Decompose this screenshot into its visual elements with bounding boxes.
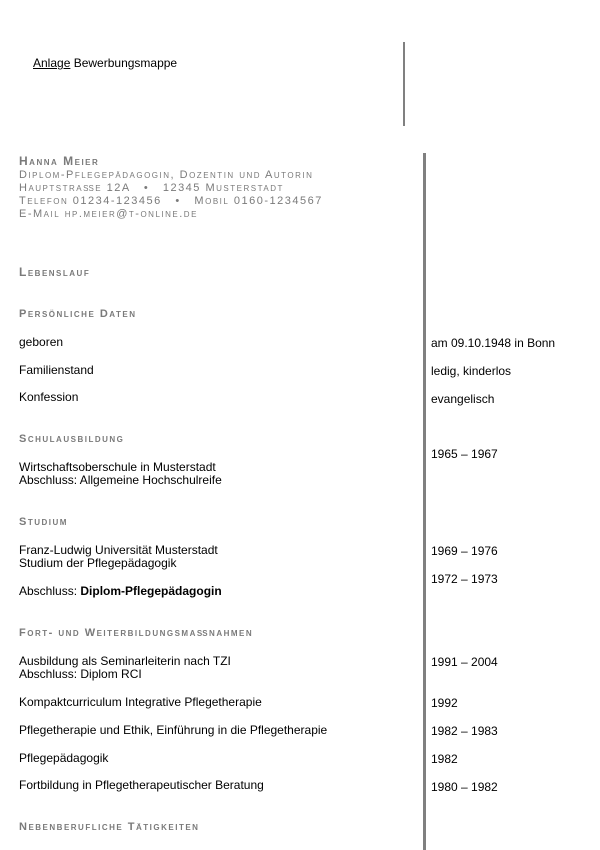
study-degree-prefix: Abschluss:: [19, 584, 81, 598]
school-years: 1965 – 1967: [431, 447, 498, 461]
training-item-1-line2: Abschluss: Diplom RCI: [19, 667, 142, 681]
annex-text: Bewerbungsmappe: [70, 56, 178, 70]
contact-phone: Telefon 01234-123456 • Mobil 0160-1234567: [19, 195, 323, 207]
personal-value-confession: evangelisch: [431, 392, 495, 406]
contact-email[interactable]: E-Mail hp.meier@t-online.de: [19, 208, 198, 220]
column-divider: [423, 153, 426, 850]
study-years-1: 1969 – 1976: [431, 544, 498, 558]
contact-title: Diplom-Pflegepädagogin, Dozentin und Autorin: [19, 169, 314, 181]
section-personal: Persönliche Daten: [19, 308, 137, 320]
study-degree-title: Diplom-Pflegepädagogin: [80, 584, 222, 598]
section-training: Fort- und Weiterbildungsmaßnahmen: [19, 627, 254, 639]
section-study: Studium: [19, 516, 68, 528]
school-line1: Wirtschaftsoberschule in Musterstadt: [19, 460, 216, 474]
study-line2: Studium der Pflegepädagogik: [19, 556, 177, 570]
contact-address: Hauptstraße 12A • 12345 Musterstadt: [19, 182, 284, 194]
study-degree: [19, 585, 222, 598]
personal-label-confession: Konfession: [19, 390, 79, 404]
training-item-5-years: 1980 – 1982: [431, 780, 498, 794]
personal-value-born: am 09.10.1948 in Bonn: [431, 336, 556, 350]
section-lebenslauf: Lebenslauf: [19, 265, 91, 279]
section-school: Schulausbildung: [19, 433, 125, 445]
contact-name: Hanna Meier: [19, 154, 100, 168]
training-item-2-line1: Kompaktcurriculum Integrative Pflegetherapie: [19, 695, 262, 709]
study-line1: Franz-Ludwig Universität Musterstadt: [19, 543, 218, 557]
training-item-4-years: 1982: [431, 752, 458, 766]
training-item-3-line1: Pflegetherapie und Ethik, Einführung in die Pflegetherapie: [19, 723, 328, 737]
study-years-2: 1972 – 1973: [431, 572, 498, 586]
annex-heading: [33, 56, 177, 70]
section-side-jobs: Nebenberufliche Tätigkeiten: [19, 821, 200, 833]
training-item-2-years: 1992: [431, 696, 458, 710]
training-item-1-line1: Ausbildung als Seminarleiterin nach TZI: [19, 654, 231, 668]
divider-top: [403, 42, 405, 126]
training-item-5-line1: Fortbildung in Pflegetherapeutischer Beratung: [19, 778, 264, 792]
annex-link[interactable]: Anlage: [33, 56, 71, 70]
training-item-4-line1: Pflegepädagogik: [19, 751, 109, 765]
personal-label-family: Familienstand: [19, 363, 94, 377]
training-item-1-years: 1991 – 2004: [431, 655, 498, 669]
training-item-3-years: 1982 – 1983: [431, 724, 498, 738]
personal-label-born: geboren: [19, 335, 64, 349]
school-line2: Abschluss: Allgemeine Hochschulreife: [19, 473, 222, 487]
personal-value-family: ledig, kinderlos: [431, 364, 512, 378]
